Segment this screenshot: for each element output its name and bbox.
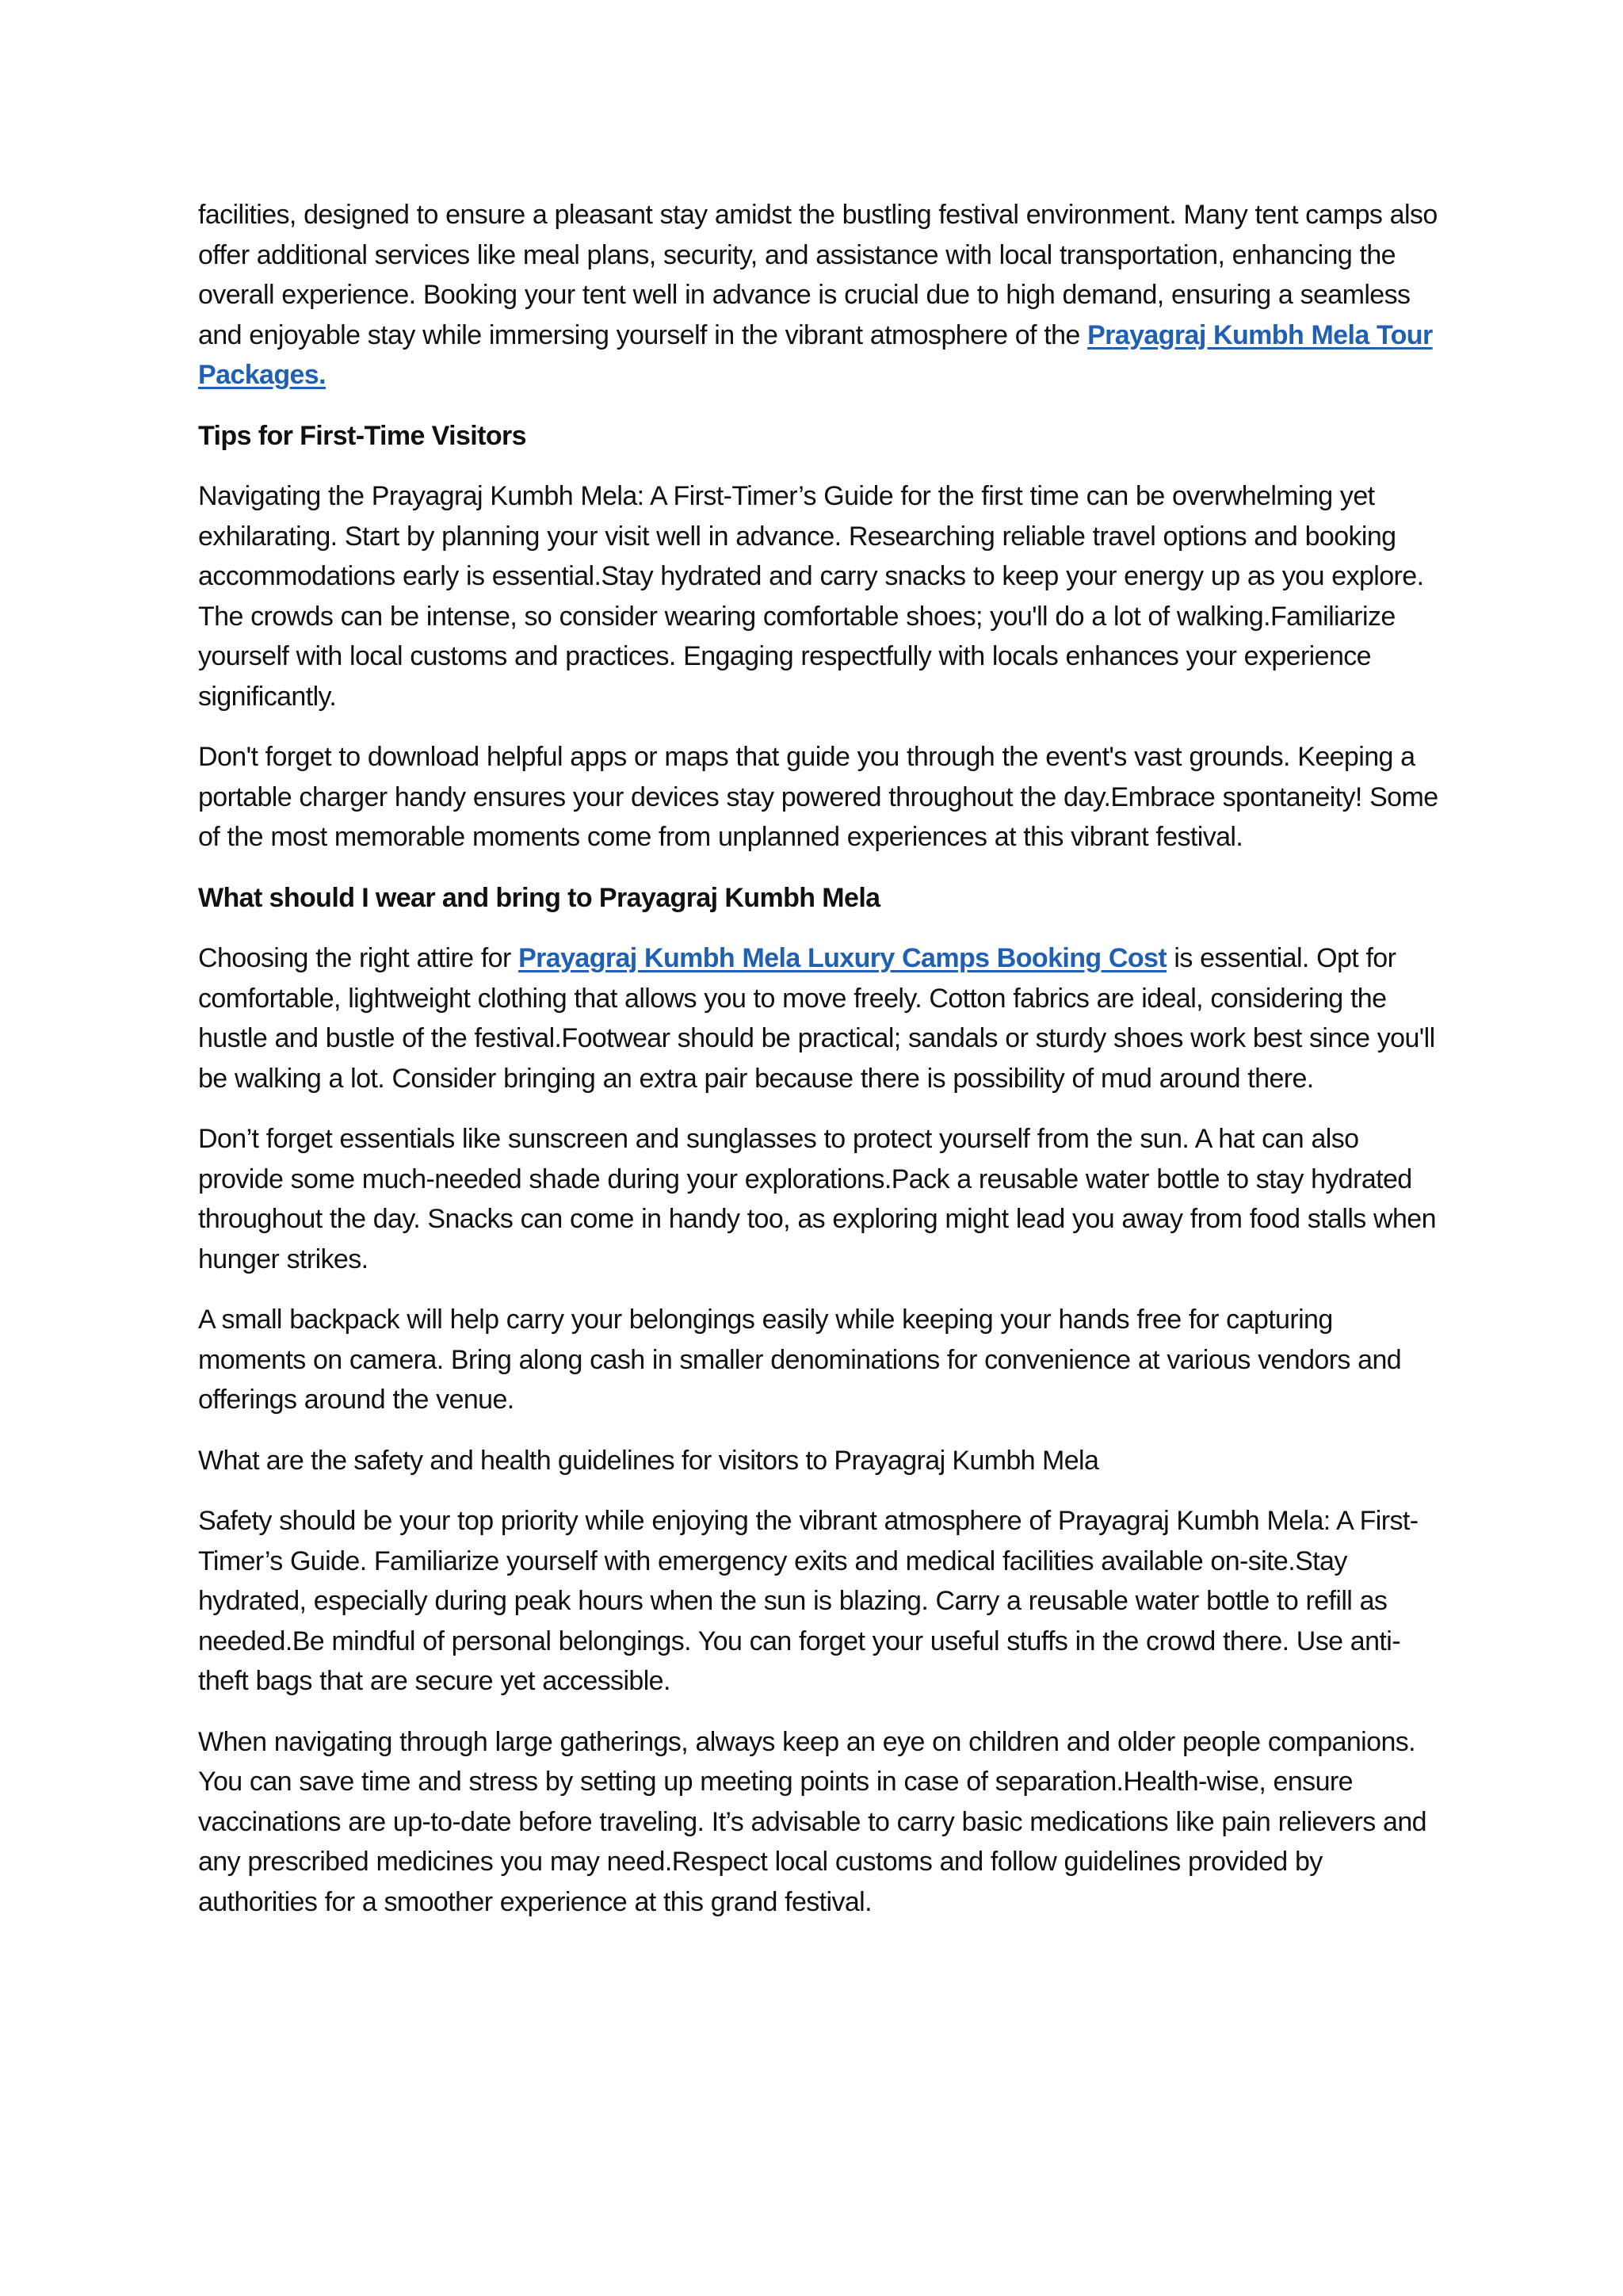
paragraph-text: is essential. Opt for comfortable, lightweight clothing that allows you to move freely. Cotton fabrics are ideal, considering the hustle and bustle of the festival.Footwear should be practical; sandals or sturdy shoes work best since you'll be walking a lot. Consider bringing an extra pair because there is possibility of mud around there. bbox=[198, 943, 1435, 1094]
paragraph-safety: Safety should be your top priority while enjoying the vibrant atmosphere of Prayagraj Kumbh Mela: A First-Timer’s Guide. Familiarize yourself with emergency exits and medical facilities available on-site.Stay hydrated, especially during peak hours when the sun is blazing. Carry a reusable water bottle to refill as needed.Be mindful of personal belongings. You can forget your useful stuffs in the crowd there. Use anti-theft bags that are secure yet accessible. bbox=[198, 1506, 1419, 1696]
luxury-camps-link[interactable]: Prayagraj Kumbh Mela Luxury Camps Booking Cost bbox=[518, 943, 1167, 973]
paragraph-essentials: Don’t forget essentials like sunscreen and sunglasses to protect yourself from the sun. A hat can also provide some much-needed shade during your explorations.Pack a reusable water bottle to stay hydrated throughout the day. Snacks can come in handy too, as exploring might lead you away from food stalls when hunger strikes. bbox=[198, 1124, 1436, 1274]
tour-packages-link[interactable]: Prayagraj Kumbh Mela Tour Packages. bbox=[198, 319, 1433, 390]
paragraph-text: facilities, designed to ensure a pleasant stay amidst the bustling festival environment. Many tent camps also offer additional services like meal plans, security, and assistance with local transportation, enhancing the overall experience. Booking your tent well in advance is crucial due to high demand, ensuring a seamless and enjoyable stay while immersing yourself in the vibrant atmosphere of the bbox=[198, 200, 1438, 350]
document-page bbox=[198, 195, 1446, 1943]
paragraph-accommodation bbox=[198, 195, 1446, 395]
heading-safety-guidelines: What are the safety and health guidelines for visitors to Prayagraj Kumbh Mela bbox=[198, 1445, 1099, 1476]
heading-what-to-wear: What should I wear and bring to Prayagraj Kumbh Mela bbox=[198, 882, 880, 913]
paragraph-gatherings: When navigating through large gatherings, always keep an eye on children and older people companions. You can save time and stress by setting up meeting points in case of separation.Health-wise, ensure vaccinations are up-to-date before traveling. It’s advisable to carry basic medications like pain relievers and any prescribed medicines you may need.Respect local customs and follow guidelines provided by authorities for a smoother experience at this grand festival. bbox=[198, 1726, 1426, 1917]
paragraph-attire bbox=[198, 938, 1446, 1098]
heading-first-time-tips: Tips for First-Time Visitors bbox=[198, 420, 526, 451]
paragraph-apps-maps: Don't forget to download helpful apps or maps that guide you through the event's vast grounds. Keeping a portable charger handy ensures your devices stay powered throughout the day.Embrace spontaneity! Some of the most memorable moments come from unplanned experiences at this vibrant festival. bbox=[198, 742, 1438, 852]
paragraph-navigating: Navigating the Prayagraj Kumbh Mela: A First-Timer’s Guide for the first time can be overwhelming yet exhilarating. Start by planning your visit well in advance. Researching reliable travel options and booking accommodations early is essential.Stay hydrated and carry snacks to keep your energy up as you explore. The crowds can be intense, so consider wearing comfortable shoes; you'll do a lot of walking.Familiarize yourself with local customs and practices. Engaging respectfully with locals enhances your experience significantly. bbox=[198, 481, 1424, 712]
paragraph-text: Choosing the right attire for bbox=[198, 943, 519, 973]
paragraph-backpack: A small backpack will help carry your belongings easily while keeping your hands free for capturing moments on camera. Bring along cash in smaller denominations for convenience at various vendors and offerings around the venue. bbox=[198, 1305, 1402, 1415]
